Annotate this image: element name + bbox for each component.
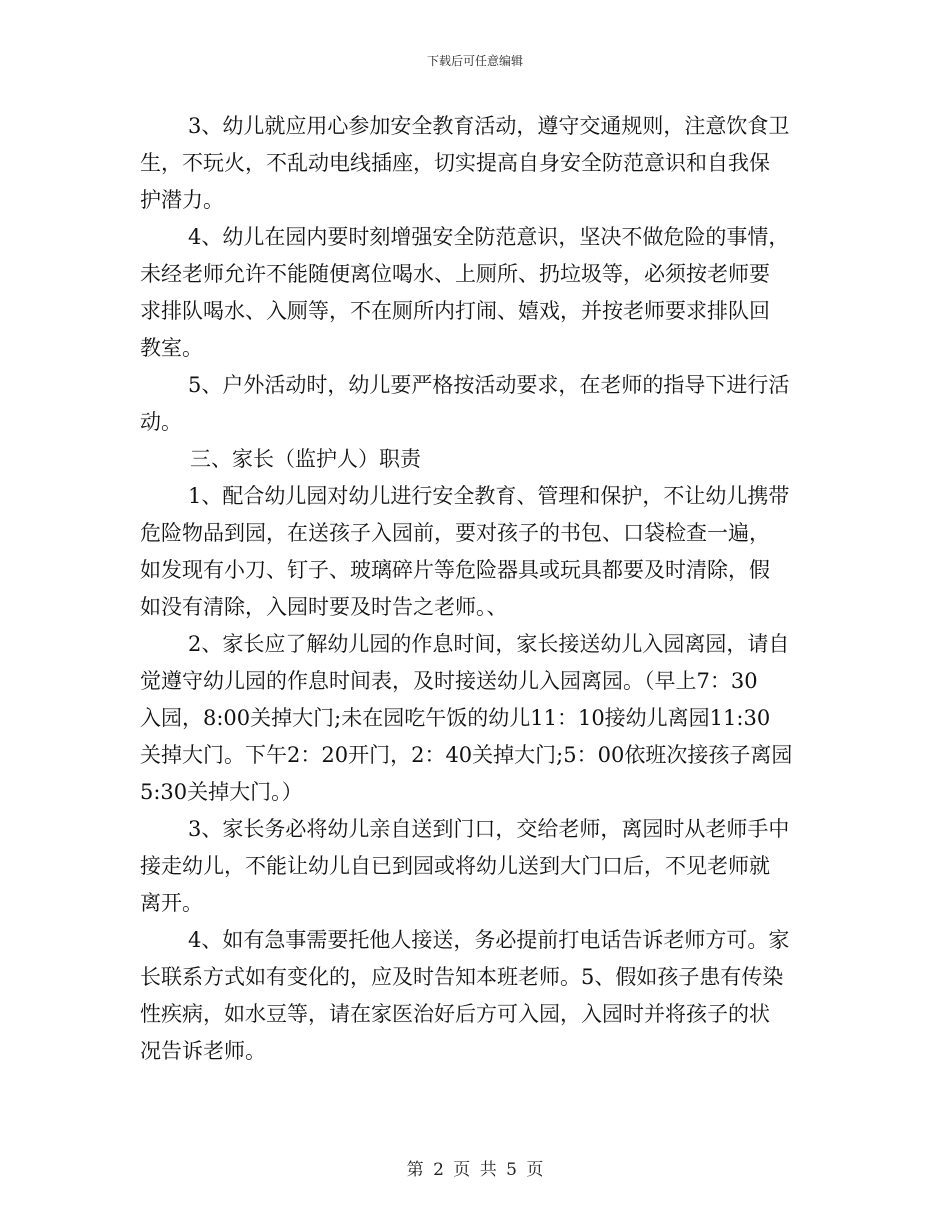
section-heading: 三、家长（监护人）职责 [190, 447, 421, 471]
page-footer: 第 2 页 共 5 页 [406, 1160, 544, 1180]
text-line: 性疾病，如水豆等，请在家医治好后方可入园，入园时并将孩子的状 [140, 1002, 770, 1026]
text-line: 况告诉老师。 [140, 1039, 266, 1063]
text-line: 护潜力。 [140, 188, 224, 212]
section-heading-parent-duties [140, 441, 810, 478]
text-line: 4、幼儿在园内要时刻增强安全防范意识，坚决不做危险的事情， [188, 225, 790, 249]
paragraph-parent-1 [140, 478, 810, 626]
text-line: 长联系方式如有变化的，应及时告知本班老师。5、假如孩子患有传染 [140, 965, 784, 989]
page-header: 下载后可任意编辑 [426, 54, 523, 68]
document-body [140, 108, 810, 1070]
text-line: 4、如有急事需要托他人接送，务必提前打电话告诉老师方可。家 [188, 928, 790, 952]
text-line: 3、幼儿就应用心参加安全教育活动，遵守交通规则，注意饮食卫 [188, 114, 790, 138]
text-line: 3、家长务必将幼儿亲自送到门口，交给老师，离园时从老师手中 [188, 817, 790, 841]
text-line: 如没有清除，入园时要及时告之老师。、 [140, 595, 508, 619]
text-line: 1、配合幼儿园对幼儿进行安全教育、管理和保护，不让幼儿携带 [188, 484, 790, 508]
text-line: 动。 [140, 410, 182, 434]
paragraph-parent-3 [140, 811, 810, 922]
text-line: 未经老师允许不能随便离位喝水、上厕所、扔垃圾等，必须按老师要 [140, 262, 770, 286]
text-line: 生，不玩火，不乱动电线插座，切实提高自身安全防范意识和自我保 [140, 151, 770, 175]
text-line: 求排队喝水、入厕等，不在厕所内打闹、嬉戏，并按老师要求排队回 [140, 299, 770, 323]
paragraph-child-3 [140, 108, 810, 219]
text-line: 2、家长应了解幼儿园的作息时间，家长接送幼儿入园离园，请自 [188, 632, 790, 656]
text-line: 5:30关掉大门。） [140, 780, 303, 804]
paragraph-parent-4 [140, 922, 810, 1070]
text-line: 觉遵守幼儿园的作息时间表，及时接送幼儿入园离园。（早上7：30 [140, 669, 758, 693]
paragraph-child-4 [140, 219, 810, 367]
text-line: 如发现有小刀、钉子、玻璃碎片等危险器具或玩具都要及时清除，假 [140, 558, 770, 582]
paragraph-parent-2 [140, 626, 810, 811]
text-line: 危险物品到园，在送孩子入园前，要对孩子的书包、口袋检查一遍， [140, 521, 770, 545]
text-line: 接走幼儿，不能让幼儿自已到园或将幼儿送到大门口后，不见老师就 [140, 854, 770, 878]
text-line: 离开。 [140, 891, 203, 915]
text-line: 教室。 [140, 336, 203, 360]
text-line: 5、户外活动时，幼儿要严格按活动要求，在老师的指导下进行活 [188, 373, 790, 397]
text-line: 入园，8:00关掉大门;未在园吃午饭的幼儿11：10接幼儿离园11:30 [140, 706, 771, 730]
paragraph-child-5 [140, 367, 810, 441]
text-line: 关掉大门。下午2：20开门，2：40关掉大门;5：00依班次接孩子离园 [140, 743, 793, 767]
